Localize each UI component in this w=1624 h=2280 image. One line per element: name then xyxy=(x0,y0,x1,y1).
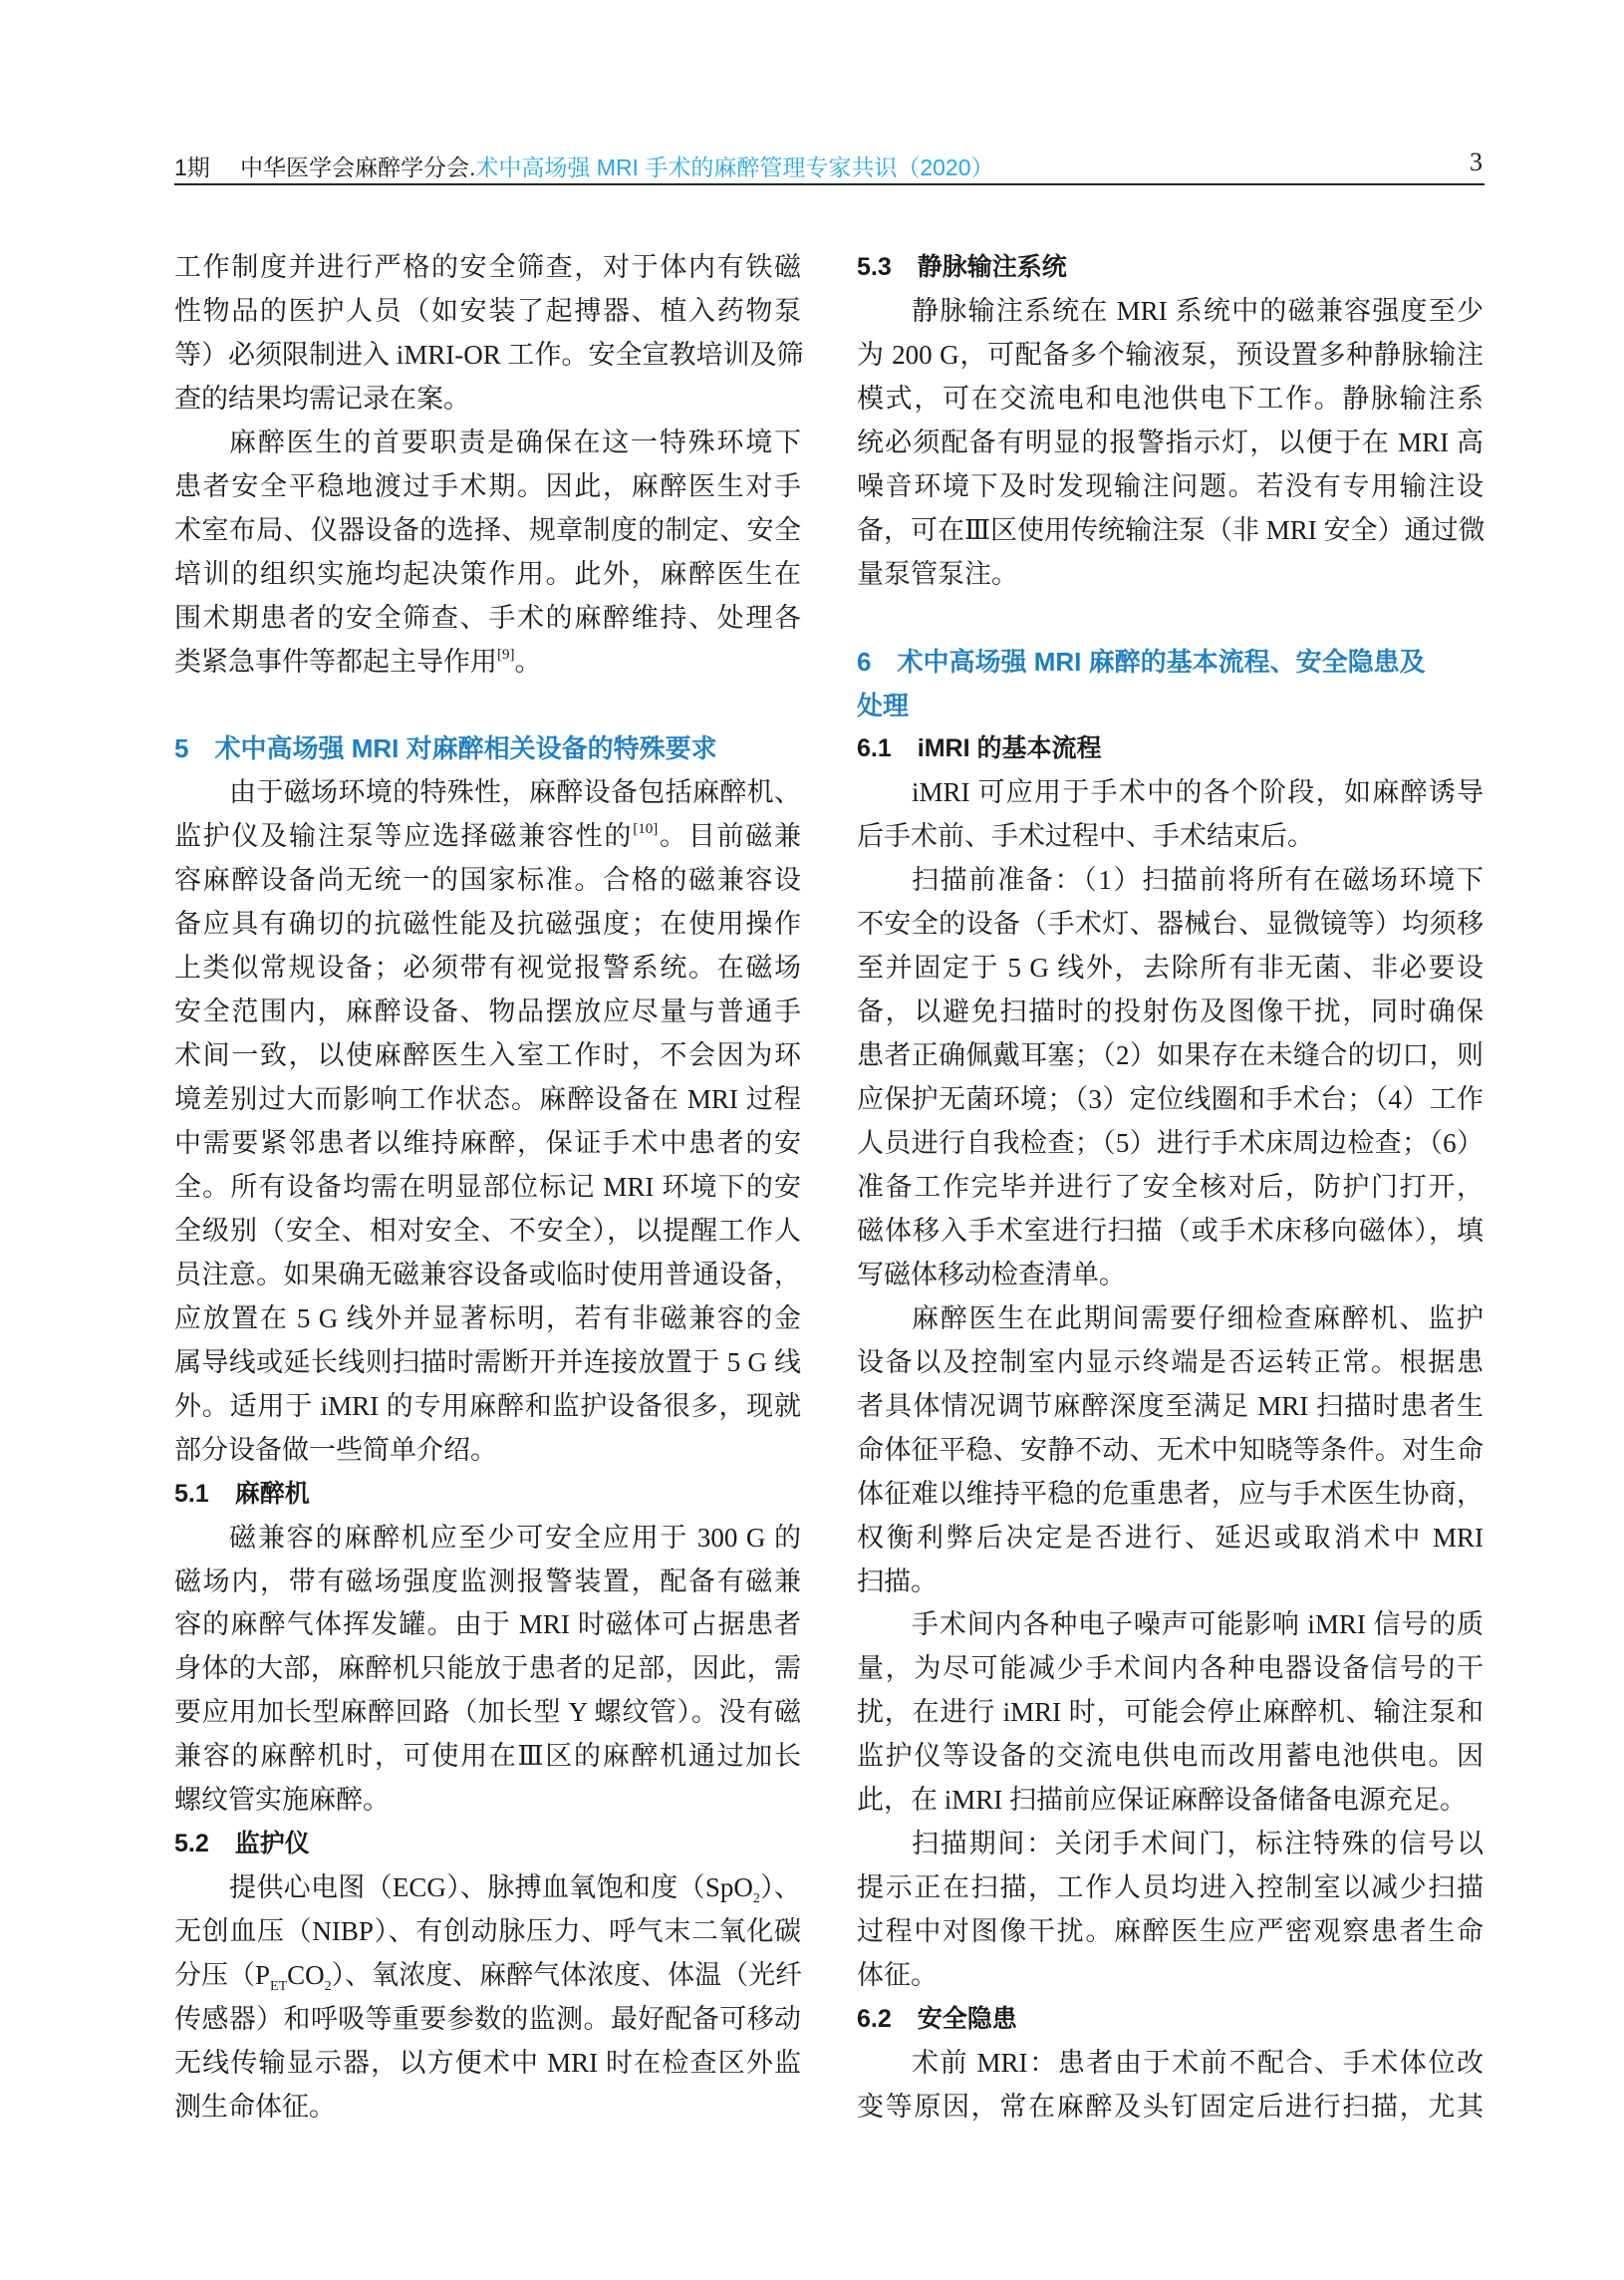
text-run: 静脉输注系统 xyxy=(917,253,1067,281)
section-heading xyxy=(174,726,801,770)
text-line xyxy=(174,289,801,333)
text-run: 境差别过大而影响工作状态。麻醉设备在 MRI 过程 xyxy=(174,1084,801,1115)
text-line xyxy=(857,1646,1484,1690)
text-run: 。目前磁兼 xyxy=(658,821,802,852)
subscript: 2 xyxy=(752,1891,760,1907)
text-line xyxy=(174,1296,801,1340)
text-run: 备应具有确切的抗磁性能及抗磁强度；在使用操作 xyxy=(174,909,801,940)
text-run: CO xyxy=(287,1960,325,1991)
text-line xyxy=(857,1909,1484,1953)
text-run: 扰，在进行 iMRI 时，可能会停止麻醉机、输注泵和 xyxy=(857,1697,1484,1728)
text-run: 术中高场强 MRI 对麻醉相关设备的特殊要求 xyxy=(214,733,717,764)
text-line xyxy=(857,552,1484,596)
text-line xyxy=(174,421,801,464)
text-run: 员注意。如果确无磁兼容设备或临时使用普通设备， xyxy=(174,1259,801,1289)
text-run: 为 200 G，可配备多个输液泵，预设置多种静脉输注 xyxy=(857,339,1484,370)
text-line xyxy=(174,1997,801,2041)
text-run: 安全隐患 xyxy=(917,2005,1017,2033)
section-number: 5 xyxy=(174,733,189,764)
section-number: 6.2 xyxy=(857,2005,892,2033)
text-run: 监护仪 xyxy=(234,1830,310,1858)
text-run: 部分设备做一些简单介绍。 xyxy=(174,1434,497,1465)
text-line xyxy=(857,1209,1484,1253)
text-line xyxy=(857,1253,1484,1296)
text-line xyxy=(857,289,1484,333)
text-run: 者具体情况调节麻醉深度至满足 MRI 扫描时患者生 xyxy=(857,1390,1484,1421)
text-line xyxy=(174,1602,801,1646)
text-line xyxy=(174,902,801,946)
section-number: 6 xyxy=(857,646,872,677)
text-line xyxy=(174,1340,801,1384)
subsection-heading xyxy=(857,245,1484,289)
text-run: 全级别（安全、相对安全、不安全），以提醒工作人 xyxy=(174,1215,801,1246)
text-line xyxy=(174,1165,801,1209)
text-run: 人员进行自我检查；（5）进行手术床周边检查；（6） xyxy=(857,1128,1484,1158)
article-title: 术中高场强 MRI 手术的麻醉管理专家共识（2020） xyxy=(475,154,994,180)
text-run: 体征。 xyxy=(857,1960,938,1991)
page-number: 3 xyxy=(1470,147,1483,176)
text-line xyxy=(857,1602,1484,1646)
text-run: 命体征平稳、安静不动、无术中知晓等条件。对生命 xyxy=(857,1434,1484,1465)
text-run: 围术期患者的安全筛查、手术的麻醉维持、处理各 xyxy=(174,602,801,633)
text-run: 监护仪等设备的交流电供电而改用蓄电池供电。因 xyxy=(857,1741,1484,1772)
text-line xyxy=(174,1516,801,1560)
text-line xyxy=(857,377,1484,421)
text-run: 麻醉医生的首要职责是确保在这一特殊环境下 xyxy=(229,427,801,457)
text-run: 外。适用于 iMRI 的专用麻醉和监护设备很多，现就 xyxy=(174,1390,801,1421)
text-line xyxy=(174,1734,801,1778)
text-run: 等）必须限制进入 iMRI-OR 工作。安全宣教培训及筛 xyxy=(174,339,804,370)
text-run: 噪音环境下及时发现输注问题。若没有专用输注设 xyxy=(857,470,1484,501)
text-line xyxy=(174,814,801,858)
text-run: 查的结果均需记录在案。 xyxy=(174,383,470,414)
text-line xyxy=(857,858,1484,902)
text-run: 过程中对图像干扰。麻醉医生应严密观察患者生命 xyxy=(857,1916,1484,1947)
text-line xyxy=(174,1253,801,1296)
subscript: ET xyxy=(270,1979,288,1995)
text-line xyxy=(174,1121,801,1165)
text-run: 患者正确佩戴耳塞；（2）如果存在未缝合的切口，则 xyxy=(857,1040,1484,1071)
text-run: 量泵管泵注。 xyxy=(857,558,1018,589)
text-run: 备，可在Ⅲ区使用传统输注泵（非 MRI 安全）通过微 xyxy=(857,514,1486,545)
text-run: 体征难以维持平稳的危重患者，应与手术医生协商， xyxy=(857,1478,1484,1509)
text-line xyxy=(174,1077,801,1121)
text-line xyxy=(174,1384,801,1428)
text-run: 测生命体征。 xyxy=(174,2091,336,2122)
section-heading xyxy=(857,684,1484,727)
running-header xyxy=(174,145,1485,185)
text-run: 磁体移入手术室进行扫描（或手术床移向磁体），填 xyxy=(857,1215,1484,1246)
text-run: 麻醉机 xyxy=(234,1479,310,1508)
text-line xyxy=(857,1516,1484,1560)
society-name: 中华医学会麻醉学分会. xyxy=(240,154,476,180)
text-run: 量，为尽可能减少手术间内各种电器设备信号的干 xyxy=(857,1653,1484,1684)
text-run: 磁场内，带有磁场强度监测报警装置，配备有磁兼 xyxy=(174,1566,801,1596)
text-line xyxy=(857,1296,1484,1340)
text-line xyxy=(174,990,801,1033)
text-line xyxy=(857,2041,1484,2085)
text-run: 此，在 iMRI 扫描前应保证麻醉设备储备电源充足。 xyxy=(857,1785,1468,1816)
text-run: 全。所有设备均需在明显部位标记 MRI 环境下的安 xyxy=(174,1171,801,1202)
text-line xyxy=(857,770,1484,814)
text-line xyxy=(174,245,801,289)
text-run: 无线传输显示器，以方便术中 MRI 时在检查区外监 xyxy=(174,2047,801,2078)
text-run: 权衡利弊后决定是否进行、延迟或取消术中 MRI xyxy=(857,1522,1484,1553)
text-line xyxy=(857,1428,1484,1472)
citation-ref: [10] xyxy=(633,821,659,838)
text-line xyxy=(174,1690,801,1734)
text-run: 由于磁场环境的特殊性，麻醉设备包括麻醉机、 xyxy=(229,777,801,808)
text-line xyxy=(857,1822,1484,1865)
text-run: 提示正在扫描，工作人员均进入控制室以减少扫描 xyxy=(857,1872,1484,1903)
text-run: 术室布局、仪器设备的选择、规章制度的制定、安全 xyxy=(174,514,801,545)
text-line xyxy=(174,1865,801,1909)
text-run: 兼容的麻醉机时，可使用在Ⅲ区的麻醉机通过加长 xyxy=(174,1741,801,1772)
text-run: 静脉输注系统在 MRI 系统中的磁兼容强度至少 xyxy=(912,295,1484,326)
text-line xyxy=(174,770,801,814)
text-line xyxy=(857,814,1484,858)
citation-ref: [9] xyxy=(497,646,515,663)
text-run: 安全范围内，麻醉设备、物品摆放应尽量与普通手 xyxy=(174,997,801,1027)
text-run: 螺纹管实施麻醉。 xyxy=(174,1785,390,1816)
text-line xyxy=(857,508,1484,552)
text-run: 要应用加长型麻醉回路（加长型 Y 螺纹管）。没有磁 xyxy=(174,1697,801,1728)
text-line xyxy=(857,333,1484,377)
text-run: 提供心电图（ECG）、脉搏血氧饱和度（SpO xyxy=(229,1872,753,1903)
text-run: 中需要紧邻患者以维持麻醉，保证手术中患者的安 xyxy=(174,1128,801,1158)
text-run: 属导线或延长线则扫描时需断开并连接放置于 5 G 线 xyxy=(174,1346,801,1377)
header-citation xyxy=(240,149,994,182)
text-line xyxy=(174,1646,801,1690)
section-number: 5.2 xyxy=(174,1830,209,1858)
text-run: 扫描。 xyxy=(857,1566,938,1596)
text-line xyxy=(174,1909,801,1953)
text-run: 后手术前、手术过程中、手术结束后。 xyxy=(857,821,1314,852)
text-run: 无创血压（NIBP）、有创动脉压力、呼气末二氧化碳 xyxy=(174,1916,801,1947)
text-line xyxy=(857,2085,1484,2129)
text-line xyxy=(174,508,801,552)
text-line xyxy=(857,902,1484,946)
text-line xyxy=(857,464,1484,508)
text-run: 统必须配备有明显的报警指示灯，以便于在 MRI 高 xyxy=(857,427,1484,457)
text-run: 扫描前准备：（1）扫描前将所有在磁场环境下 xyxy=(912,865,1484,896)
section-number: 5.1 xyxy=(174,1479,209,1508)
text-run: 传感器）和呼吸等重要参数的监测。最好配备可移动 xyxy=(174,2004,801,2034)
text-line xyxy=(174,858,801,902)
text-line xyxy=(174,464,801,508)
text-line xyxy=(174,333,804,377)
text-line xyxy=(174,946,801,990)
text-line xyxy=(174,377,801,421)
text-line xyxy=(174,596,801,640)
text-run: 。 xyxy=(514,646,542,677)
text-line xyxy=(174,1428,801,1472)
text-run: 设备以及控制室内显示终端是否运转正常。根据患 xyxy=(857,1346,1484,1377)
text-line xyxy=(857,1077,1484,1121)
text-line xyxy=(857,1690,1484,1734)
text-line xyxy=(857,946,1484,990)
text-run: 至并固定于 5 G 线外，去除所有非无菌、非必要设 xyxy=(857,953,1484,984)
text-run: 扫描期间：关闭手术间门，标注特殊的信号以 xyxy=(912,1829,1484,1859)
text-run: iMRI 的基本流程 xyxy=(917,734,1102,763)
text-run: 监护仪及输注泵等应选择磁兼容性的 xyxy=(174,821,634,852)
text-run: 准备工作完毕并进行了安全核对后，防护门打开， xyxy=(857,1171,1484,1202)
issue-number: 1期 xyxy=(174,154,210,180)
text-line xyxy=(857,1734,1484,1778)
text-run: 手术间内各种电子噪声可能影响 iMRI 信号的质 xyxy=(912,1609,1484,1640)
text-run: 术中高场强 MRI 麻醉的基本流程、安全隐患及 xyxy=(897,646,1426,677)
text-run: 麻醉医生在此期间需要仔细检查麻醉机、监护 xyxy=(912,1302,1484,1333)
text-line xyxy=(857,1384,1484,1428)
text-run: 上类似常规设备；必须带有视觉报警系统。在磁场 xyxy=(174,953,801,984)
text-line xyxy=(857,990,1484,1033)
header-rule xyxy=(174,183,1485,185)
text-run: ）、氧浓度、麻醉气体浓度、体温（光纤 xyxy=(331,1960,803,1991)
text-line xyxy=(857,1121,1484,1165)
text-run: 工作制度并进行严格的安全筛查，对于体内有铁磁 xyxy=(174,252,801,282)
text-run: 患者安全平稳地渡过手术期。因此，麻醉医生对手 xyxy=(174,470,801,501)
text-run: 术间一致，以使麻醉医生入室工作时，不会因为环 xyxy=(174,1040,801,1071)
text-line xyxy=(857,1560,1484,1603)
text-run: 性物品的医护人员（如安装了起搏器、植入药物泵 xyxy=(174,295,801,326)
text-run: 应保护无菌环境；（3）定位线圈和手术台；（4）工作 xyxy=(857,1084,1484,1115)
text-line xyxy=(174,1778,801,1822)
text-run: ）、 xyxy=(759,1872,802,1903)
text-line xyxy=(174,640,801,684)
text-run: 培训的组织实施均起决策作用。此外，麻醉医生在 xyxy=(174,558,801,589)
subsection-heading xyxy=(857,1997,1484,2041)
text-run: iMRI 可应用于手术中的各个阶段，如麻醉诱导 xyxy=(912,777,1484,808)
text-line xyxy=(174,1209,801,1253)
text-line xyxy=(857,421,1484,464)
text-run: 身体的大部，麻醉机只能放于患者的足部，因此，需 xyxy=(174,1653,801,1684)
text-line xyxy=(857,1472,1484,1516)
section-heading xyxy=(857,640,1484,684)
subscript: 2 xyxy=(324,1979,332,1995)
text-run: 变等原因，常在麻醉及头钉固定后进行扫描，尤其 xyxy=(857,2091,1484,2122)
text-run: 写磁体移动检查清单。 xyxy=(857,1259,1126,1289)
text-line xyxy=(174,1560,801,1603)
text-line xyxy=(857,1340,1484,1384)
text-line xyxy=(857,1953,1484,1997)
text-run: 类紧急事件等都起主导作用 xyxy=(174,646,497,677)
subsection-heading xyxy=(857,726,1484,770)
text-line xyxy=(174,1033,801,1077)
text-run: 不安全的设备（手术灯、器械台、显微镜等）均须移 xyxy=(857,909,1484,940)
text-run: 容麻醉设备尚无统一的国家标准。合格的磁兼容设 xyxy=(174,865,801,896)
text-run: 模式，可在交流电和电池供电下工作。静脉输注系 xyxy=(857,383,1484,414)
text-run: 容的麻醉气体挥发罐。由于 MRI 时磁体可占据患者 xyxy=(174,1609,801,1640)
text-line xyxy=(174,1953,801,1997)
text-run: 备，以避免扫描时的投射伤及图像干扰，同时确保 xyxy=(857,997,1484,1027)
text-line xyxy=(857,1033,1484,1077)
subsection-heading xyxy=(174,1822,801,1865)
text-run: 处理 xyxy=(857,690,910,720)
text-run: 分压（P xyxy=(174,1960,271,1991)
text-run: 应放置在 5 G 线外并显著标明，若有非磁兼容的金 xyxy=(174,1302,801,1333)
text-run: 磁兼容的麻醉机应至少可安全应用于 300 G 的 xyxy=(229,1522,801,1553)
subsection-heading xyxy=(174,1472,801,1516)
section-number: 5.3 xyxy=(857,253,892,281)
text-run: 术前 MRI：患者由于术前不配合、手术体位改 xyxy=(912,2047,1484,2078)
text-line xyxy=(174,2085,801,2129)
text-line xyxy=(857,1778,1484,1822)
text-line xyxy=(857,1165,1484,1209)
text-line xyxy=(174,2041,801,2085)
text-line xyxy=(857,1865,1484,1909)
text-line xyxy=(174,552,801,596)
section-number: 6.1 xyxy=(857,734,892,763)
